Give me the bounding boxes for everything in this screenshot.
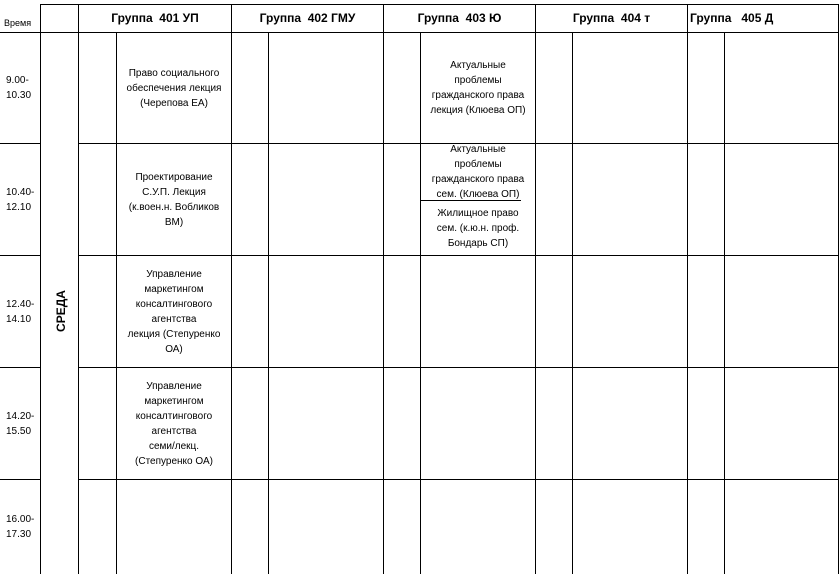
group-header-402: Группа 402 ГМУ xyxy=(259,11,356,25)
day-label xyxy=(46,256,76,366)
lesson-403-slot-1: Актуальные проблемы гражданского права лекция (Клюева ОП) xyxy=(430,60,526,116)
group-header-404: Группа 404 т xyxy=(572,11,651,25)
group-header-401: Группа 401 УП xyxy=(111,11,199,25)
grid-line xyxy=(535,4,536,574)
grid-line xyxy=(838,4,839,574)
time-slot-4: 14.20- 15.50 xyxy=(6,411,35,437)
lesson-401-slot-4: Управление маркетингом консалтингового агентства семи/лекц. (Степуренко ОА) xyxy=(135,380,213,467)
grid-line xyxy=(0,479,40,480)
grid-line xyxy=(0,255,40,256)
time-column-header: Время xyxy=(4,18,32,28)
grid-line xyxy=(78,4,79,574)
grid-line xyxy=(383,4,384,574)
grid-line xyxy=(78,479,838,480)
day-label-text: СРЕДА xyxy=(54,290,69,332)
lesson-401-slot-3: Управление маркетингом консалтингового агентства лекция (Степуренко ОА) xyxy=(127,268,221,355)
time-slot-3: 12.40- 14.10 xyxy=(6,299,35,325)
grid-line xyxy=(231,4,232,574)
grid-line xyxy=(724,32,725,574)
time-slot-2: 10.40- 12.10 xyxy=(6,187,35,213)
lesson-403-slot-2b: Жилищное право сем. (к.ю.н. проф. Бондарь СП) xyxy=(436,207,520,249)
grid-line xyxy=(572,32,573,574)
group-header-403: Группа 403 Ю xyxy=(417,11,502,25)
grid-line xyxy=(0,143,40,144)
grid-line xyxy=(0,367,40,368)
time-slot-5: 16.00- 17.30 xyxy=(6,514,35,540)
time-slot-1: 9.00- 10.30 xyxy=(6,75,32,101)
group-header-405: Группа 405 Д xyxy=(690,11,774,25)
grid-line xyxy=(268,32,269,574)
grid-line xyxy=(40,4,41,574)
grid-line xyxy=(687,4,688,574)
lesson-401-slot-1: Право социального обеспечения лекция (Черепова ЕА) xyxy=(126,67,222,109)
lesson-401-slot-2: Проектирование С.У.П. Лекция (к.воен.н. Вобликов ВМ) xyxy=(128,171,220,228)
lesson-403-slot-2a: Актуальные проблемы гражданского права сем. (Клюева ОП) xyxy=(431,144,525,200)
